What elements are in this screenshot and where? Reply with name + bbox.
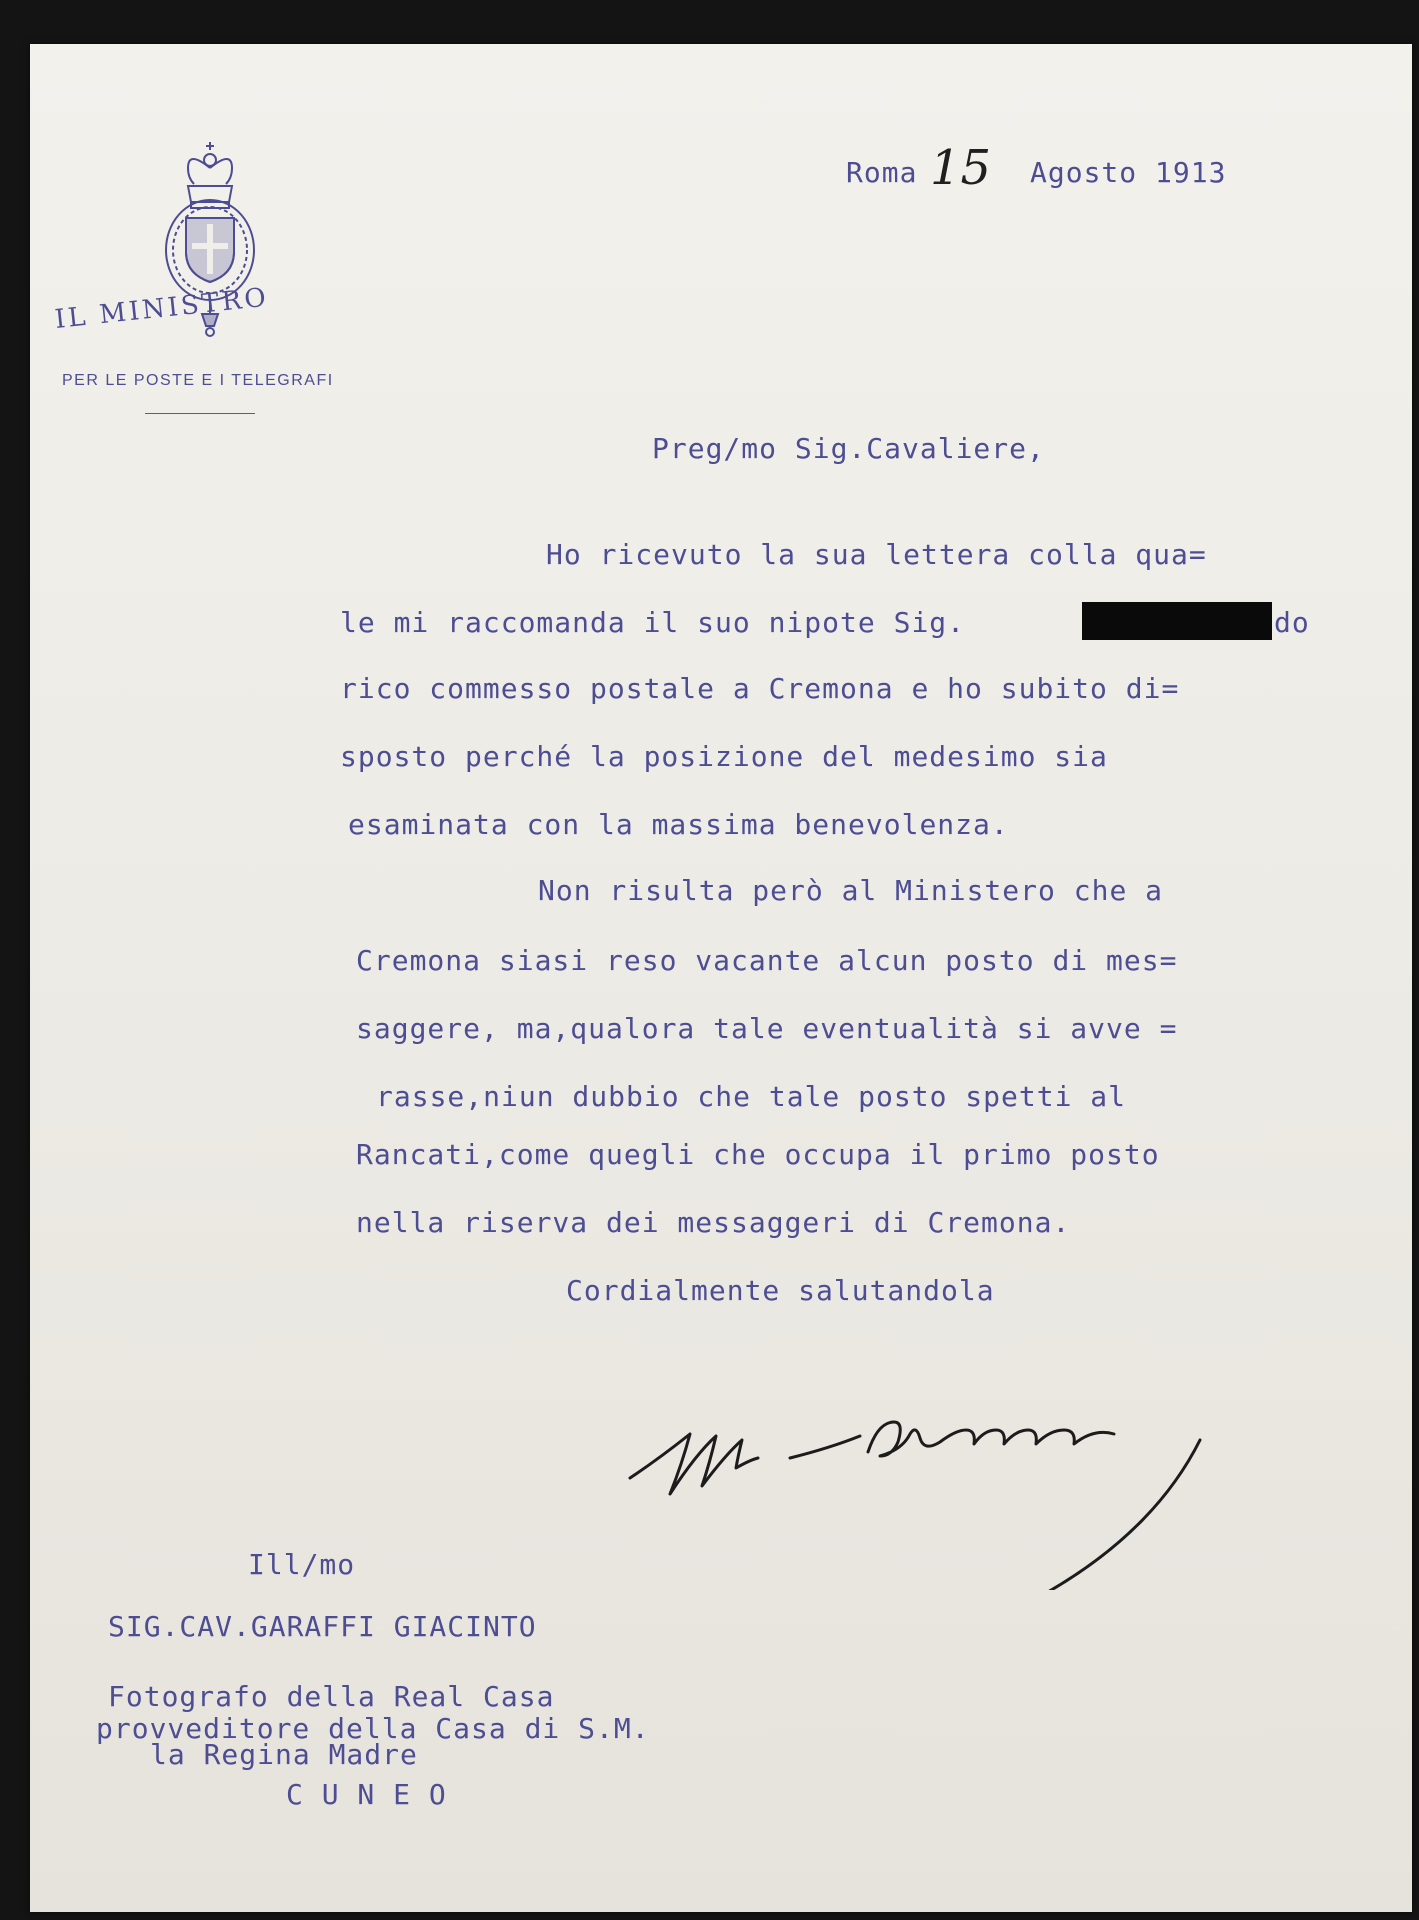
addressee-line1: Fotografo della Real Casa (108, 1680, 555, 1713)
date-place: Roma (846, 156, 918, 189)
addressee-line3: la Regina Madre (150, 1738, 418, 1771)
body-line: le mi raccomanda il suo nipote Sig. (340, 606, 966, 639)
royal-crown-shield-icon (60, 100, 350, 410)
closing: Cordialmente salutandola (566, 1274, 995, 1307)
addressee-honorific: Ill/mo (248, 1548, 356, 1581)
date-day: 15 (930, 140, 992, 196)
body-line: nella riserva dei messaggeri di Cremona. (356, 1206, 1071, 1239)
addressee-line2: provveditore della Casa di S.M. (96, 1712, 650, 1745)
letterhead-subtitle: PER LE POSTE E I TELEGRAFI (62, 372, 334, 389)
salutation: Preg/mo Sig.Cavaliere, (652, 432, 1045, 465)
body-line: sposto perché la posizione del medesimo sia (340, 740, 1108, 773)
addressee-city: C U N E O (286, 1778, 447, 1811)
body-line: Ho ricevuto la sua lettera colla qua= (546, 538, 1207, 571)
body-line: rico commesso postale a Cremona e ho subito di= (340, 672, 1180, 705)
letterhead-title: IL MINISTRO (53, 282, 271, 335)
date-month-year: Agosto 1913 (1030, 156, 1227, 189)
body-line: Non risulta però al Ministero che a (538, 874, 1164, 907)
redaction-bar (1082, 602, 1272, 640)
addressee-name: SIG.CAV.GARAFFI GIACINTO (108, 1610, 537, 1643)
body-line: rasse,niun dubbio che tale posto spetti al (376, 1080, 1127, 1113)
body-line-fragment: do (1274, 606, 1310, 639)
body-line: esaminata con la massima benevolenza. (348, 808, 1009, 841)
body-line: saggere, ma,qualora tale eventualità si avve = (356, 1012, 1178, 1045)
handwritten-signature (620, 1360, 1360, 1590)
body-line: Rancati,come quegli che occupa il primo posto (356, 1138, 1160, 1171)
letterhead-divider (145, 413, 255, 414)
body-line: Cremona siasi reso vacante alcun posto di mes= (356, 944, 1178, 977)
